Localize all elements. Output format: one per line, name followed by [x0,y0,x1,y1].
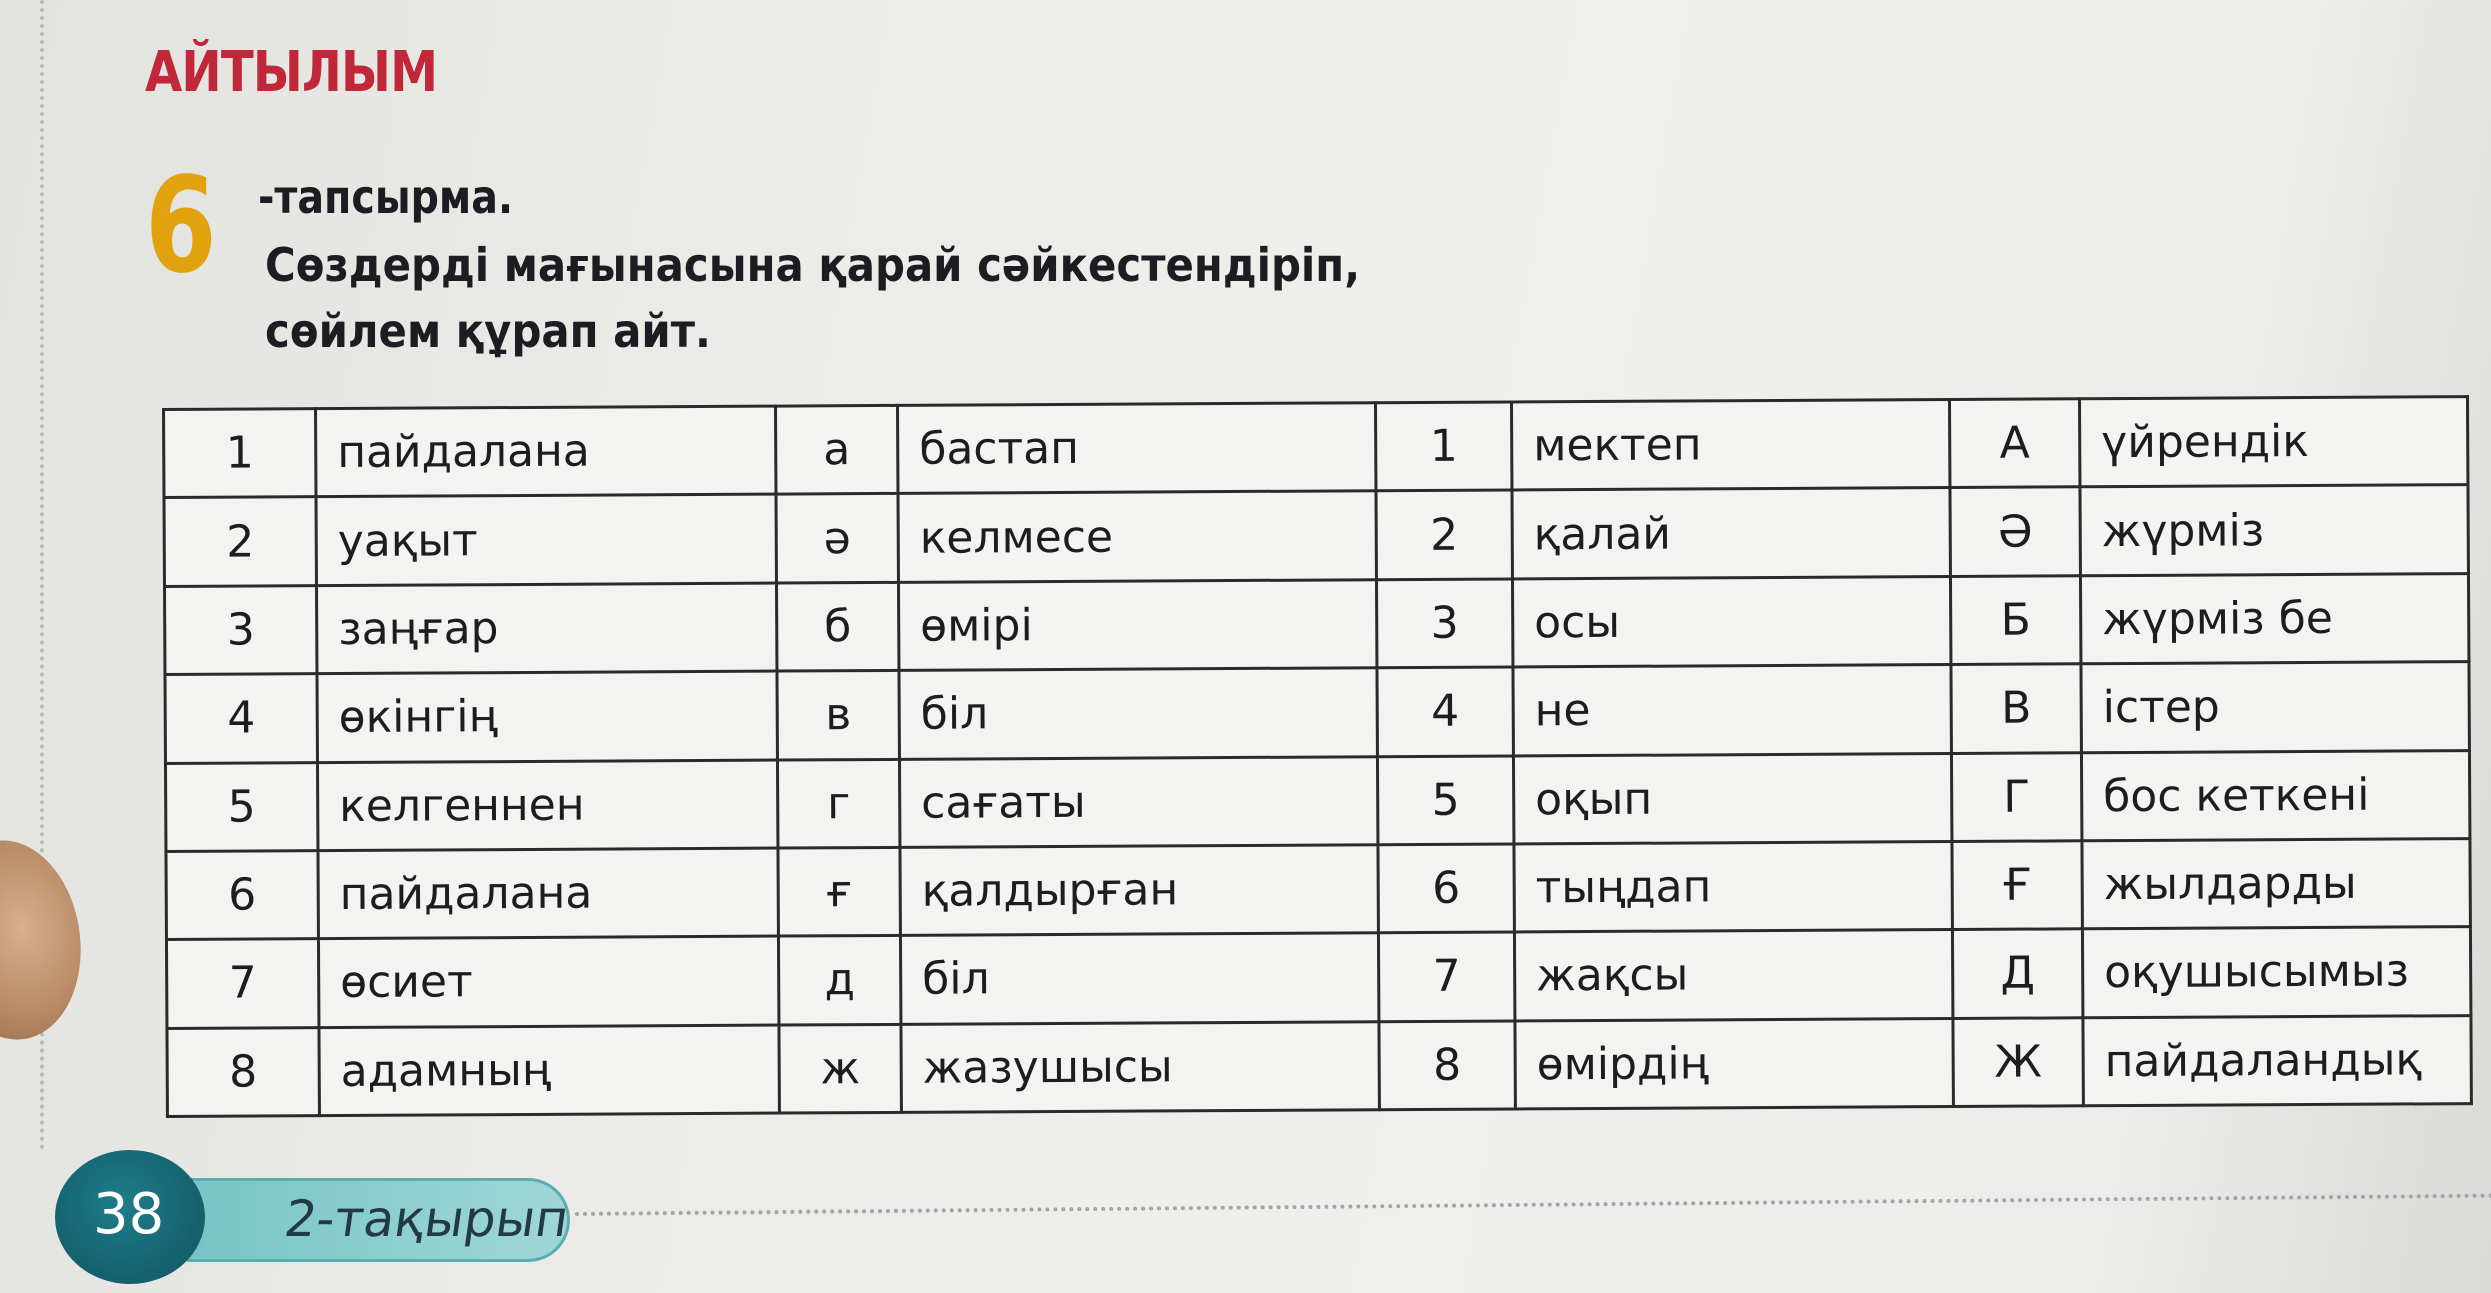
table-row [167,1015,2471,1116]
matching-table [162,395,2473,1118]
table-body [164,397,2472,1117]
word-cell: қалдырған [900,845,1378,936]
row-letter-left: ғ [778,847,900,936]
word-cell: бастап [897,403,1375,494]
word-cell: оқып [1513,753,1951,844]
row-letter-left: г [777,759,899,848]
section-title: АЙТЫЛЫМ [145,40,438,105]
row-letter-left: б [776,582,898,671]
word-cell: келгеннен [317,760,777,851]
table-row [165,662,2469,763]
row-letter-left: д [778,936,900,1025]
row-number-right: 2 [1376,490,1512,579]
row-number-right: 5 [1377,755,1513,844]
word-cell: өкінгің [317,671,777,762]
row-letter-left: а [775,405,897,494]
word-cell: жылдарды [2082,838,2470,929]
table-row [166,838,2470,939]
word-cell: үйрендік [2079,397,2467,488]
word-cell: қалай [1512,488,1950,579]
word-cell: келмесе [898,491,1376,582]
table-row [166,927,2470,1028]
table-row [165,750,2469,851]
word-cell: жүрміз [2080,485,2468,576]
word-cell: біл [900,933,1378,1024]
row-letter-right: Г [1951,752,2081,841]
word-cell: өмірдің [1515,1018,1953,1109]
task-label: -тапсырма. [258,170,513,224]
word-cell: бос кеткені [2081,750,2469,841]
page-number: 38 [93,1182,165,1247]
row-number-left: 7 [166,939,318,1028]
word-cell: біл [899,668,1377,759]
word-cell: жүрміз бе [2080,573,2468,664]
word-cell: уақыт [316,494,776,585]
row-number-left: 4 [165,674,317,763]
row-number-left: 2 [164,497,316,586]
word-cell: пайдалана [318,848,778,939]
table-row [164,573,2468,674]
word-cell: тыңдап [1514,841,1952,932]
row-number-left: 6 [166,851,318,940]
table-row [164,397,2468,498]
row-number-left: 8 [167,1027,319,1116]
row-number-right: 4 [1377,667,1513,756]
word-cell: оқушысымыз [2082,927,2470,1018]
row-number-left: 5 [165,762,317,851]
word-cell: пайдалана [316,406,776,497]
word-cell: сағаты [899,756,1377,847]
word-cell: пайдаландық [2083,1015,2471,1106]
topic-label: 2-тақырып [280,1190,573,1248]
word-cell: осы [1512,576,1950,667]
row-number-left: 3 [164,585,316,674]
row-number-right: 8 [1379,1021,1515,1110]
word-cell: жақсы [1514,930,1952,1021]
table-row [164,485,2468,586]
row-letter-left: ж [779,1024,901,1113]
finger-photo-artifact [0,831,93,1049]
row-letter-right: Д [1952,929,2082,1018]
row-letter-left: в [777,671,899,760]
bottom-dotted-line [575,1194,2491,1216]
word-cell: заңғар [316,583,776,674]
row-letter-right: А [1949,399,2079,488]
row-letter-right: Ж [1953,1017,2083,1106]
row-number-right: 3 [1376,579,1512,668]
word-cell: не [1513,665,1951,756]
task-number: 6 [145,149,217,303]
row-number-right: 7 [1378,932,1514,1021]
row-number-left: 1 [164,409,316,498]
row-number-right: 1 [1375,402,1511,491]
row-letter-left: ә [776,494,898,583]
row-letter-right: Ғ [1952,841,2082,930]
row-letter-right: В [1951,664,2081,753]
word-cell: мектеп [1511,400,1949,491]
word-cell: істер [2081,662,2469,753]
word-cell: өмірі [898,579,1376,670]
word-cell: жазушысы [901,1021,1379,1112]
word-cell: өсиет [318,936,778,1027]
row-number-right: 6 [1378,844,1514,933]
row-letter-right: Ә [1950,487,2080,576]
task-instruction: Сөздерді мағынасына қарай сәйкестендіріп, сөйлем құрап айт. [265,238,1361,358]
word-cell: адамның [319,1025,779,1116]
row-letter-right: Б [1950,576,2080,665]
